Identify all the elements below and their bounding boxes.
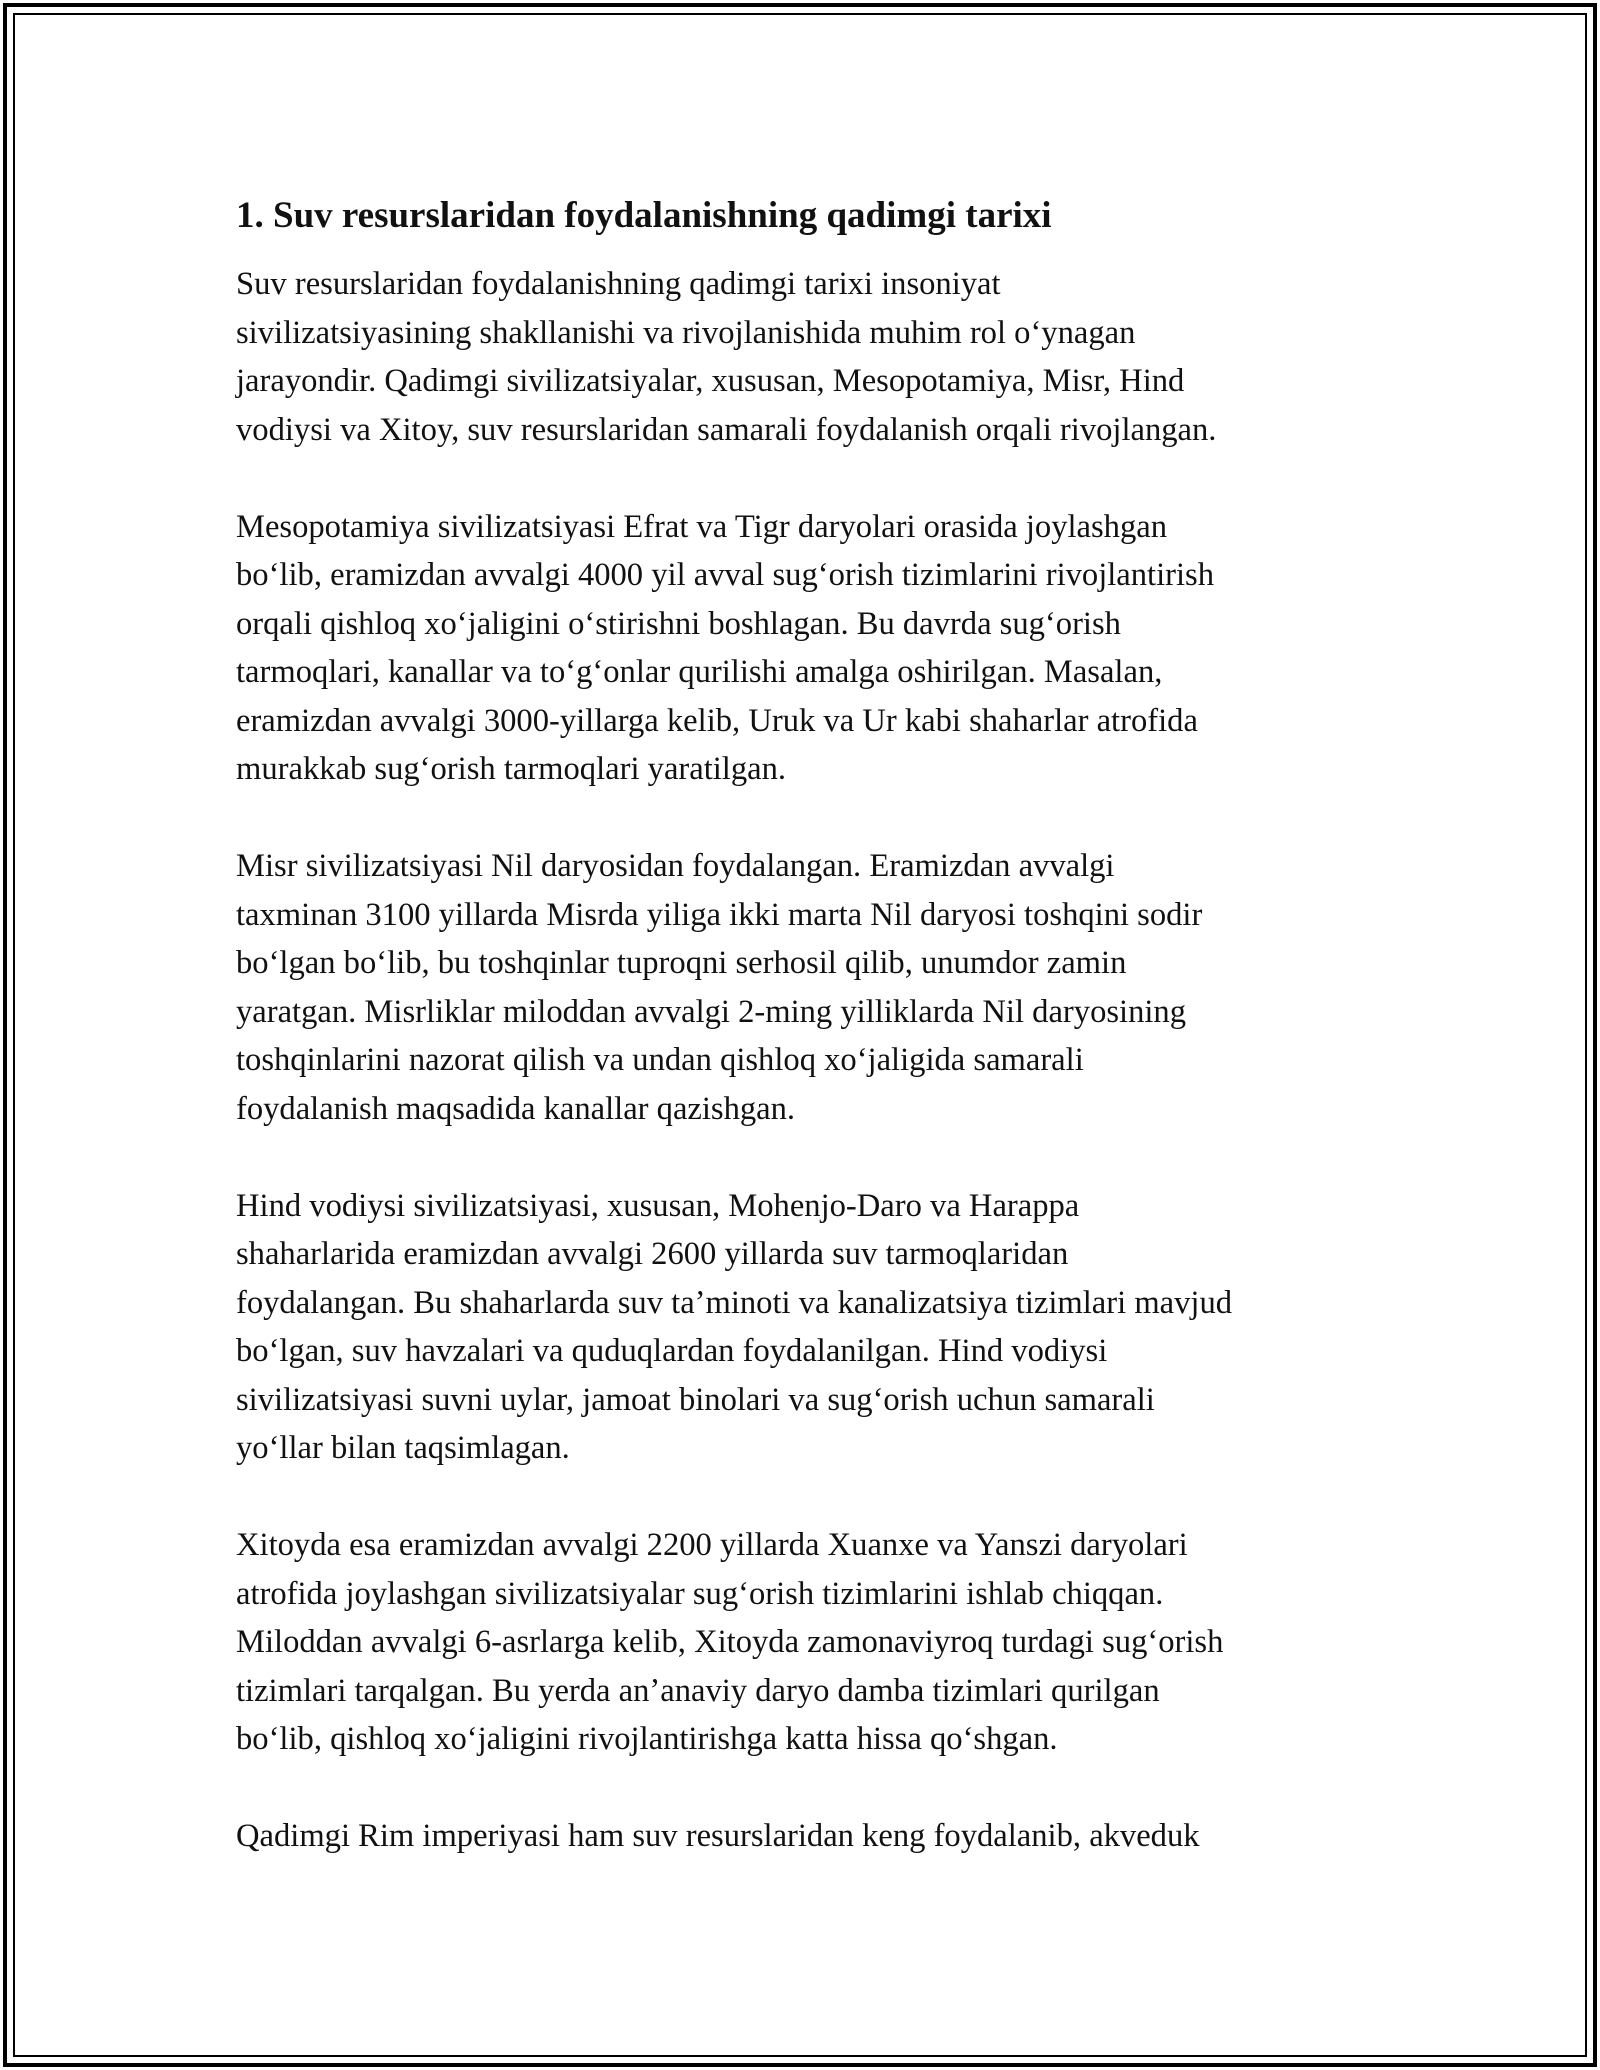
text-line: Mesopotamiya sivilizatsiyasi Efrat va Tigr daryolari orasida joylashgan	[236, 508, 1168, 545]
text-line: sivilizatsiyasi suvni uylar, jamoat binolari va sugʻorish uchun samarali	[236, 1381, 1155, 1418]
text-line: shaharlarida eramizdan avvalgi 2600 yillarda suv tarmoqlaridan	[236, 1236, 1069, 1272]
text-line: yoʻllar bilan taqsimlagan.	[236, 1430, 570, 1466]
text-line: murakkab sugʻorish tarmoqlari yaratilgan.	[236, 751, 787, 787]
text-line: yaratgan. Misrliklar miloddan avvalgi 2-ming yilliklarda Nil daryosining	[236, 993, 1186, 1030]
text-line: Suv resurslaridan foydalanishning qadimgi tarixi insoniyat	[236, 266, 1001, 302]
text-line: tarmoqlari, kanallar va toʻgʻonlar qurilishi amalga oshirilgan. Masalan,	[236, 654, 1163, 690]
text-line: atrofida joylashgan sivilizatsiyalar sugʻorish tizimlarini ishlab chiqqan.	[236, 1575, 1164, 1612]
text-line: eramizdan avvalgi 3000-yillarga kelib, Uruk va Ur kabi shaharlar atrofida	[236, 702, 1198, 739]
section-heading: 1. Suv resurslaridan foydalanishning qadimgi tarixi	[236, 195, 1052, 236]
paragraph-intro	[236, 260, 1366, 454]
document-body	[236, 188, 1366, 1909]
paragraph-egypt	[236, 842, 1366, 1133]
paragraph-rome	[236, 1812, 1366, 1861]
text-line: Misr sivilizatsiyasi Nil daryosidan foydalangan. Eramizdan avvalgi	[236, 848, 1115, 884]
text-line: taxminan 3100 yillarda Misrda yiliga ikki marta Nil daryosi toshqini sodir	[236, 896, 1203, 933]
text-line: toshqinlarini nazorat qilish va undan qishloq xoʻjaligida samarali	[236, 1042, 1084, 1078]
text-line: boʻlib, qishloq xoʻjaligini rivojlantirishga katta hissa qoʻshgan.	[236, 1721, 1058, 1757]
text-line: orqali qishloq xoʻjaligini oʻstirishni boshlagan. Bu davrda sugʻorish	[236, 605, 1121, 642]
text-line: boʻlib, eramizdan avvalgi 4000 yil avval sugʻorish tizimlarini rivojlantirish	[236, 557, 1215, 593]
text-line: boʻlgan, suv havzalari va quduqlardan foydalanilgan. Hind vodiysi	[236, 1333, 1108, 1369]
text-line: Qadimgi Rim imperiyasi ham suv resurslaridan keng foydalanib, akveduk	[236, 1818, 1200, 1854]
paragraph-indus-valley	[236, 1182, 1366, 1473]
text-line: tizimlari tarqalgan. Bu yerda anʼanaviy daryo damba tizimlari qurilgan	[236, 1672, 1160, 1709]
text-line: boʻlgan boʻlib, bu toshqinlar tuproqni serhosil qilib, unumdor zamin	[236, 945, 1127, 981]
text-line: Xitoyda esa eramizdan avvalgi 2200 yillarda Xuanxe va Yanszi daryolari	[236, 1527, 1188, 1563]
text-line: foydalanish maqsadida kanallar qazishgan.	[236, 1090, 796, 1127]
text-line: jarayondir. Qadimgi sivilizatsiyalar, xususan, Mesopotamiya, Misr, Hind	[236, 363, 1185, 399]
text-line: Miloddan avvalgi 6-asrlarga kelib, Xitoyda zamonaviyroq turdagi sugʻorish	[236, 1624, 1224, 1660]
paragraph-mesopotamia	[236, 503, 1366, 794]
paragraph-china	[236, 1521, 1366, 1764]
text-line: Hind vodiysi sivilizatsiyasi, xususan, Mohenjo-Daro va Harappa	[236, 1187, 1080, 1224]
text-line: sivilizatsiyasining shakllanishi va rivojlanishida muhim rol oʻynagan	[236, 314, 1136, 351]
text-line: foydalangan. Bu shaharlarda suv taʼminoti va kanalizatsiya tizimlari mavjud	[236, 1284, 1233, 1321]
text-line: vodiysi va Xitoy, suv resurslaridan samarali foydalanish orqali rivojlangan.	[236, 411, 1217, 448]
